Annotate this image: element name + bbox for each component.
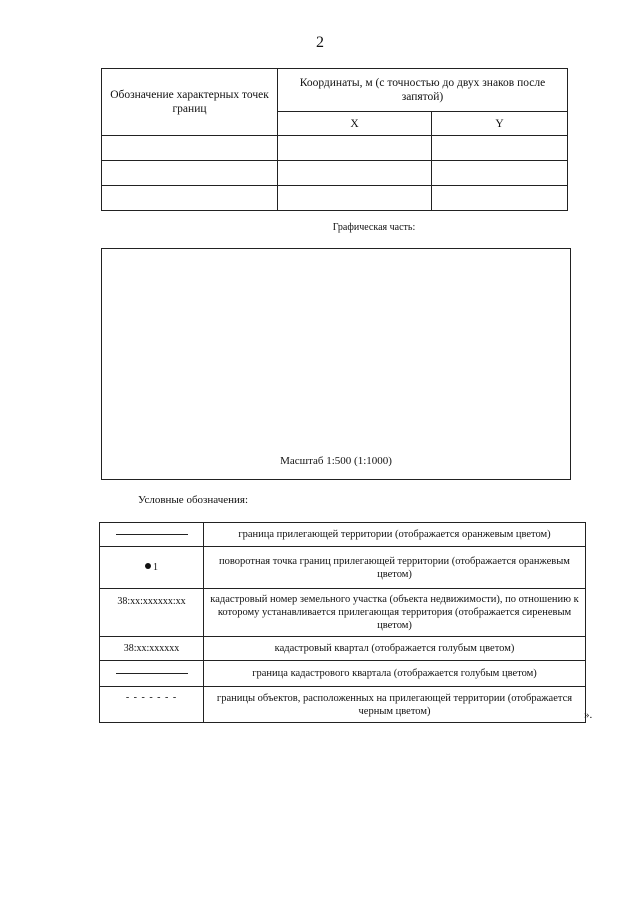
legend-description: границы объектов, расположенных на прилегающей территории (отображается черным цветом) [204,687,586,723]
legend-table [99,522,586,723]
table-row [102,161,568,186]
legend-row [100,637,586,661]
legend-symbol [100,661,204,687]
dashed-line-icon: - - - - - - - [125,692,178,703]
table-row [102,136,568,161]
page-number: 2 [316,34,324,51]
scale-label: Масштаб 1:500 (1:1000) [280,455,392,467]
legend-symbol [100,687,204,723]
legend-symbol [100,523,204,547]
legend-symbol [100,547,204,589]
legend-description: кадастровый номер земельного участка (объекта недвижимости), по отношению к которому устанавливается прилегающая территория (отображается сиреневым цветом) [204,589,586,637]
header-x: X [278,112,432,136]
solid-line-icon [116,673,188,674]
header-y: Y [432,112,568,136]
legend-symbol [100,637,204,661]
graphic-part-frame [101,248,571,480]
legend-symbol-text: 38:хх:хххххх [123,643,180,654]
legend-description: поворотная точка границ прилегающей территории (отображается оранжевым цветом) [204,547,586,589]
legend-title: Условные обозначения: [138,494,249,506]
legend-description: граница прилегающей территории (отображается оранжевым цветом) [204,523,586,547]
legend-row [100,547,586,589]
legend-symbol [100,589,204,637]
header-points: Обозначение характерных точек границ [102,69,278,136]
table-row [102,186,568,211]
legend-row [100,687,586,723]
closing-quote: ». [584,709,593,721]
legend-description: кадастровый квартал (отображается голубым цветом) [204,637,586,661]
graphic-part-label: Графическая часть: [332,222,416,233]
header-coordinates: Координаты, м (с точностью до двух знаков после запятой) [278,69,568,112]
legend-row [100,661,586,687]
legend-row [100,589,586,637]
legend-row [100,523,586,547]
legend-symbol-text: 38:хх:хххххх:хх [117,596,186,607]
legend-description: граница кадастрового квартала (отображается голубым цветом) [204,661,586,687]
solid-line-icon [116,534,188,535]
point-icon [145,563,151,569]
legend-symbol-text: 1 [153,562,158,573]
coordinates-table [101,68,568,211]
